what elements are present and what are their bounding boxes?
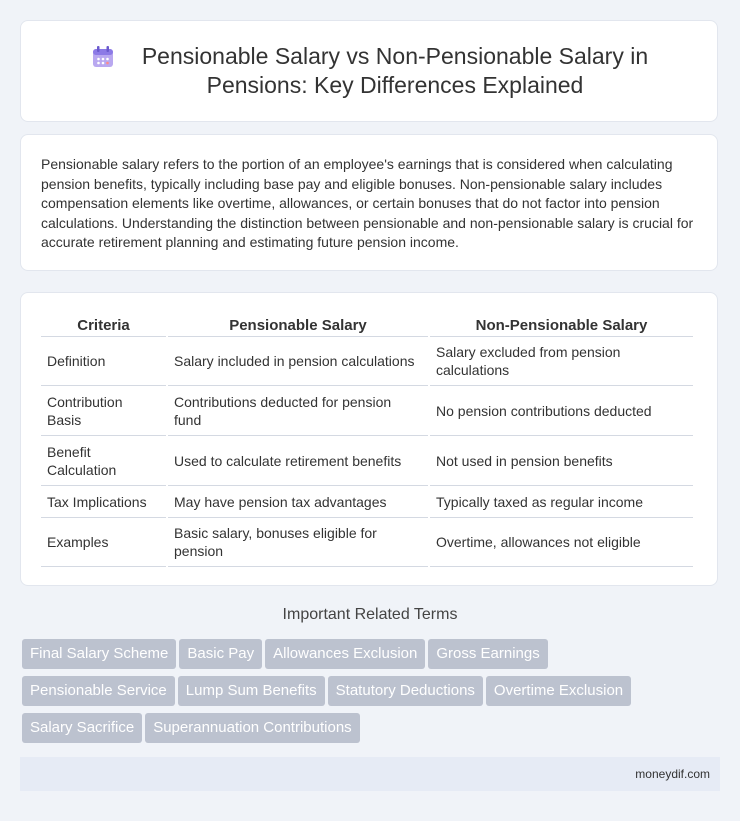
page-title-line2: Pensions: Key Differences Explained (206, 72, 584, 98)
related-term-tag[interactable]: Gross Earnings (428, 639, 547, 669)
page-title (142, 42, 648, 100)
calendar-icon (90, 44, 116, 70)
table-row (41, 518, 693, 567)
related-term-tag[interactable]: Salary Sacrifice (22, 713, 142, 743)
intro-paragraph: Pensionable salary refers to the portion of an employee's earnings that is considered when calculating pension benefits, typically including base pay and eligible bonuses. Non-pensionable salary includes compensation elements like overtime, allowances, or certain bonuses that do not factor into pension calculations. Understanding the distinction between pensionable and non-pensionable salary is crucial for accurate retirement planning and estimating future pension income. (41, 156, 694, 251)
table-row (41, 486, 693, 518)
related-term-tag[interactable]: Basic Pay (179, 639, 262, 669)
title-card (20, 20, 718, 122)
related-terms-title: Important Related Terms (282, 606, 458, 623)
table-cell: Tax Implications (41, 486, 166, 518)
related-terms-list (22, 639, 722, 750)
related-term-tag[interactable]: Lump Sum Benefits (178, 676, 325, 706)
page-title-line1: Pensionable Salary vs Non-Pensionable Salary in (141, 43, 649, 69)
table-cell: No pension contributions deducted (430, 386, 693, 436)
table-header-row (41, 311, 693, 337)
intro-card (20, 134, 718, 271)
table-cell: Benefit Calculation (41, 436, 166, 486)
table-cell: Not used in pension benefits (430, 436, 693, 486)
comparison-card (20, 292, 718, 586)
table-cell: May have pension tax advantages (168, 486, 428, 518)
table-cell: Salary excluded from pension calculations (430, 337, 693, 386)
table-cell: Contributions deducted for pension fund (168, 386, 428, 436)
footer (20, 757, 720, 791)
table-cell: Overtime, allowances not eligible (430, 518, 693, 567)
table-row (41, 436, 693, 486)
comparison-table (39, 311, 695, 567)
table-cell: Contribution Basis (41, 386, 166, 436)
table-cell: Basic salary, bonuses eligible for pension (168, 518, 428, 567)
table-row (41, 337, 693, 386)
table-cell: Salary included in pension calculations (168, 337, 428, 386)
table-row (41, 386, 693, 436)
footer-site-link[interactable]: moneydif.com (635, 767, 710, 781)
related-term-tag[interactable]: Statutory Deductions (328, 676, 483, 706)
related-term-tag[interactable]: Pensionable Service (22, 676, 175, 706)
header-pensionable: Pensionable Salary (168, 311, 428, 337)
table-cell: Used to calculate retirement benefits (168, 436, 428, 486)
related-term-tag[interactable]: Final Salary Scheme (22, 639, 176, 669)
table-cell: Definition (41, 337, 166, 386)
related-term-tag[interactable]: Superannuation Contributions (145, 713, 359, 743)
header-criteria: Criteria (41, 311, 166, 337)
table-cell: Examples (41, 518, 166, 567)
table-cell: Typically taxed as regular income (430, 486, 693, 518)
related-term-tag[interactable]: Allowances Exclusion (265, 639, 425, 669)
related-term-tag[interactable]: Overtime Exclusion (486, 676, 631, 706)
header-non-pensionable: Non-Pensionable Salary (430, 311, 693, 337)
